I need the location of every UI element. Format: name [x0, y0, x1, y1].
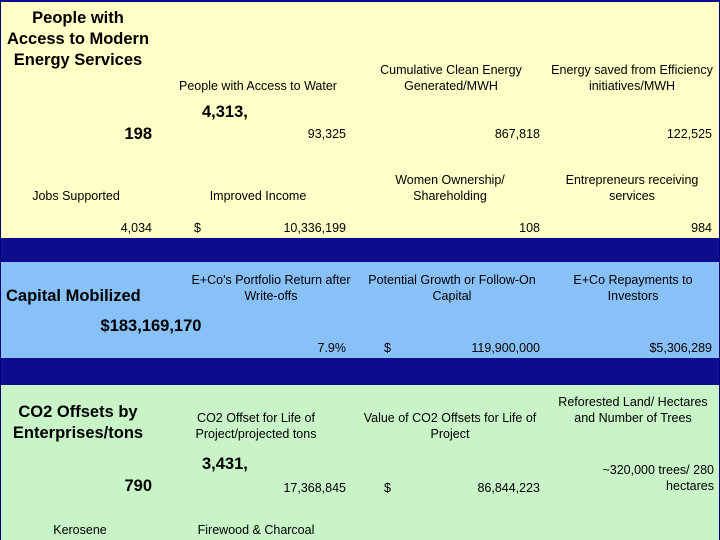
people-water-value-top: 4,313,: [202, 103, 248, 121]
navy-divider-2: [0, 358, 720, 385]
co2-value-currency: $: [384, 481, 391, 495]
clean-energy-value: 867,818: [494, 127, 540, 141]
energy-saved-header: Energy saved from Efficiency initiatives/MWH: [551, 63, 713, 93]
co2-value-amount: 86,844,223: [477, 481, 540, 495]
reforested-header: Reforested Land/ Hectares and Number of Trees: [558, 395, 708, 425]
clean-energy-header: Cumulative Clean Energy Generated/MWH: [380, 63, 522, 93]
women-value: 108: [519, 221, 540, 235]
people-energy-header: People with Access to Modern Energy Services: [6, 9, 150, 69]
portfolio-header: E+Co's Portfolio Return after Write-offs: [191, 273, 351, 303]
income-value: 10,336,199: [283, 221, 346, 235]
energy-saved-value: 122,525: [666, 127, 712, 141]
capital-value: $183,169,170: [100, 317, 202, 335]
grid-line: [0, 0, 1, 540]
repayments-value: $5,306,289: [649, 341, 712, 355]
navy-divider-1: [0, 238, 720, 262]
women-header: Women Ownership/ Shareholding: [395, 173, 505, 203]
growth-currency: $: [384, 341, 391, 355]
co2-life-value: 17,368,845: [283, 481, 346, 495]
income-currency: $: [194, 221, 201, 235]
people-water-header: People with Access to Water: [179, 79, 337, 93]
entrepreneurs-value: 984: [691, 221, 712, 235]
co2-life-header: CO2 Offset for Life of Project/projected tons: [195, 411, 317, 441]
entrepreneurs-header: Entrepreneurs receiving services: [565, 173, 699, 203]
jobs-header: Jobs Supported: [32, 189, 120, 203]
kerosene-header: Kerosene: [53, 523, 107, 537]
income-header: Improved Income: [209, 189, 307, 203]
co2-header: CO2 Offsets by Enterprises/tons: [12, 403, 144, 442]
firewood-header: Firewood & Charcoal: [197, 523, 315, 537]
people-energy-value: 198: [124, 125, 152, 143]
reforested-value: ~320,000 trees/ 280 hectares: [602, 463, 714, 493]
co2-value: 790: [124, 477, 152, 495]
portfolio-value: 7.9%: [317, 341, 346, 355]
people-water-value: 93,325: [307, 127, 346, 141]
co2-value-header: Value of CO2 Offsets for Life of Project: [363, 411, 537, 441]
capital-header: Capital Mobilized: [6, 287, 141, 305]
growth-value: 119,900,000: [471, 341, 540, 355]
repayments-header: E+Co Repayments to Investors: [573, 273, 693, 303]
co2-life-value-top: 3,431,: [202, 455, 248, 473]
jobs-value: 4,034: [120, 221, 152, 235]
growth-header: Potential Growth or Follow-On Capital: [368, 273, 536, 303]
